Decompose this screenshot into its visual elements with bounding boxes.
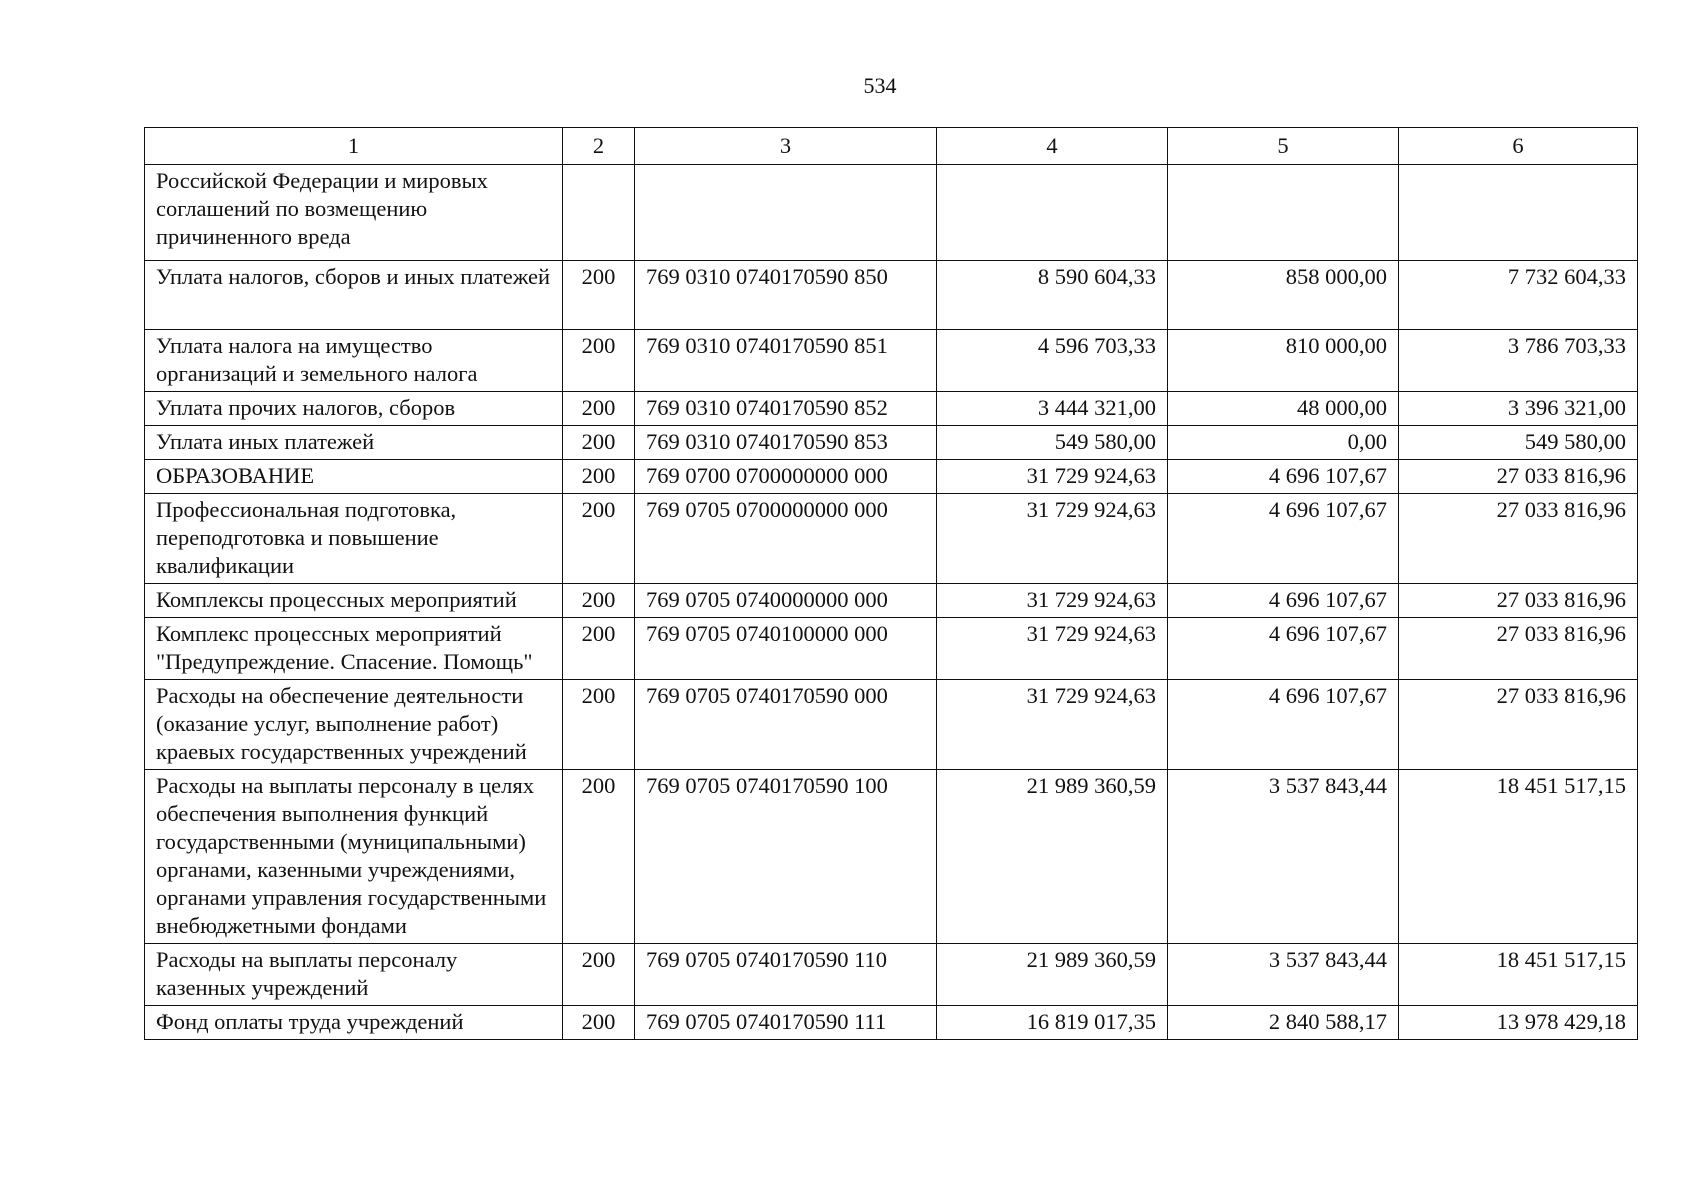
row-approved-cell: 8 590 604,33 <box>937 261 1168 330</box>
row-kbk-cell: 769 0705 0740170590 110 <box>635 944 937 1006</box>
row-kbk-cell: 769 0705 0740170590 111 <box>635 1006 937 1040</box>
row-approved-cell: 31 729 924,63 <box>937 584 1168 618</box>
column-header: 2 <box>563 128 635 165</box>
column-header: 5 <box>1168 128 1399 165</box>
row-executed-cell <box>1168 165 1399 261</box>
row-executed-cell: 4 696 107,67 <box>1168 680 1399 770</box>
row-kbk-cell: 769 0705 0740100000 000 <box>635 618 937 680</box>
row-approved-cell: 16 819 017,35 <box>937 1006 1168 1040</box>
row-code-cell: 200 <box>563 584 635 618</box>
row-remaining-cell: 18 451 517,15 <box>1399 770 1638 944</box>
row-name-cell: Профессиональная подготовка, переподготовка и повышение квалификации <box>145 494 563 584</box>
table-row <box>145 618 1638 680</box>
row-name-cell: Уплата прочих налогов, сборов <box>145 392 563 426</box>
table-row <box>145 1006 1638 1040</box>
row-remaining-cell: 3 786 703,33 <box>1399 330 1638 392</box>
table-header-row <box>145 128 1638 165</box>
row-remaining-cell: 27 033 816,96 <box>1399 618 1638 680</box>
row-remaining-cell: 18 451 517,15 <box>1399 944 1638 1006</box>
row-kbk-cell: 769 0705 0700000000 000 <box>635 494 937 584</box>
table-row <box>145 261 1638 330</box>
table-row <box>145 944 1638 1006</box>
row-approved-cell: 4 596 703,33 <box>937 330 1168 392</box>
row-approved-cell: 31 729 924,63 <box>937 680 1168 770</box>
row-kbk-cell: 769 0700 0700000000 000 <box>635 460 937 494</box>
row-code-cell: 200 <box>563 460 635 494</box>
row-remaining-cell: 13 978 429,18 <box>1399 1006 1638 1040</box>
row-kbk-cell: 769 0310 0740170590 853 <box>635 426 937 460</box>
column-header: 6 <box>1399 128 1638 165</box>
row-name-cell: ОБРАЗОВАНИЕ <box>145 460 563 494</box>
row-executed-cell: 858 000,00 <box>1168 261 1399 330</box>
row-code-cell <box>563 165 635 261</box>
table-row <box>145 426 1638 460</box>
row-executed-cell: 4 696 107,67 <box>1168 618 1399 680</box>
row-executed-cell: 3 537 843,44 <box>1168 944 1399 1006</box>
row-approved-cell: 21 989 360,59 <box>937 944 1168 1006</box>
row-code-cell: 200 <box>563 261 635 330</box>
row-approved-cell: 549 580,00 <box>937 426 1168 460</box>
table-row <box>145 165 1638 261</box>
table-row <box>145 584 1638 618</box>
row-code-cell: 200 <box>563 426 635 460</box>
row-name-cell: Уплата налога на имущество организаций и земельного налога <box>145 330 563 392</box>
row-name-cell: Комплекс процессных мероприятий "Предупреждение. Спасение. Помощь" <box>145 618 563 680</box>
table-row <box>145 460 1638 494</box>
table-row <box>145 330 1638 392</box>
row-executed-cell: 3 537 843,44 <box>1168 770 1399 944</box>
column-header: 4 <box>937 128 1168 165</box>
table-row <box>145 392 1638 426</box>
row-name-cell: Расходы на выплаты персоналу казенных учреждений <box>145 944 563 1006</box>
row-code-cell: 200 <box>563 330 635 392</box>
row-code-cell: 200 <box>563 944 635 1006</box>
row-approved-cell: 31 729 924,63 <box>937 460 1168 494</box>
row-executed-cell: 810 000,00 <box>1168 330 1399 392</box>
row-code-cell: 200 <box>563 680 635 770</box>
table-row <box>145 770 1638 944</box>
row-executed-cell: 48 000,00 <box>1168 392 1399 426</box>
row-kbk-cell: 769 0705 0740000000 000 <box>635 584 937 618</box>
row-remaining-cell: 27 033 816,96 <box>1399 494 1638 584</box>
row-kbk-cell: 769 0705 0740170590 000 <box>635 680 937 770</box>
column-header: 1 <box>145 128 563 165</box>
row-approved-cell: 31 729 924,63 <box>937 494 1168 584</box>
row-executed-cell: 4 696 107,67 <box>1168 584 1399 618</box>
budget-table <box>144 127 1638 1040</box>
row-remaining-cell <box>1399 165 1638 261</box>
row-code-cell: 200 <box>563 494 635 584</box>
row-code-cell: 200 <box>563 770 635 944</box>
row-approved-cell: 3 444 321,00 <box>937 392 1168 426</box>
row-approved-cell <box>937 165 1168 261</box>
row-approved-cell: 21 989 360,59 <box>937 770 1168 944</box>
page-number: 534 <box>863 73 897 98</box>
row-code-cell: 200 <box>563 1006 635 1040</box>
row-name-cell: Фонд оплаты труда учреждений <box>145 1006 563 1040</box>
row-kbk-cell: 769 0310 0740170590 851 <box>635 330 937 392</box>
row-kbk-cell: 769 0310 0740170590 852 <box>635 392 937 426</box>
row-approved-cell: 31 729 924,63 <box>937 618 1168 680</box>
row-executed-cell: 4 696 107,67 <box>1168 460 1399 494</box>
table-row <box>145 680 1638 770</box>
table-row <box>145 494 1638 584</box>
row-kbk-cell <box>635 165 937 261</box>
row-code-cell: 200 <box>563 392 635 426</box>
row-kbk-cell: 769 0705 0740170590 100 <box>635 770 937 944</box>
row-remaining-cell: 27 033 816,96 <box>1399 584 1638 618</box>
row-name-cell: Уплата иных платежей <box>145 426 563 460</box>
row-executed-cell: 2 840 588,17 <box>1168 1006 1399 1040</box>
row-remaining-cell: 3 396 321,00 <box>1399 392 1638 426</box>
row-executed-cell: 0,00 <box>1168 426 1399 460</box>
row-remaining-cell: 7 732 604,33 <box>1399 261 1638 330</box>
row-remaining-cell: 27 033 816,96 <box>1399 680 1638 770</box>
column-header: 3 <box>635 128 937 165</box>
row-name-cell: Комплексы процессных мероприятий <box>145 584 563 618</box>
row-remaining-cell: 549 580,00 <box>1399 426 1638 460</box>
row-remaining-cell: 27 033 816,96 <box>1399 460 1638 494</box>
row-executed-cell: 4 696 107,67 <box>1168 494 1399 584</box>
row-name-cell: Расходы на обеспечение деятельности (оказание услуг, выполнение работ) краевых государственных учреждений <box>145 680 563 770</box>
row-name-cell: Расходы на выплаты персоналу в целях обеспечения выполнения функций государственными (муниципальными) органами, казенными учреждениями, органами управления государственными внебюджетными фондами <box>145 770 563 944</box>
row-name-cell: Уплата налогов, сборов и иных платежей <box>145 261 563 330</box>
row-kbk-cell: 769 0310 0740170590 850 <box>635 261 937 330</box>
row-code-cell: 200 <box>563 618 635 680</box>
row-name-cell: Российской Федерации и мировых соглашений по возмещению причиненного вреда <box>145 165 563 261</box>
